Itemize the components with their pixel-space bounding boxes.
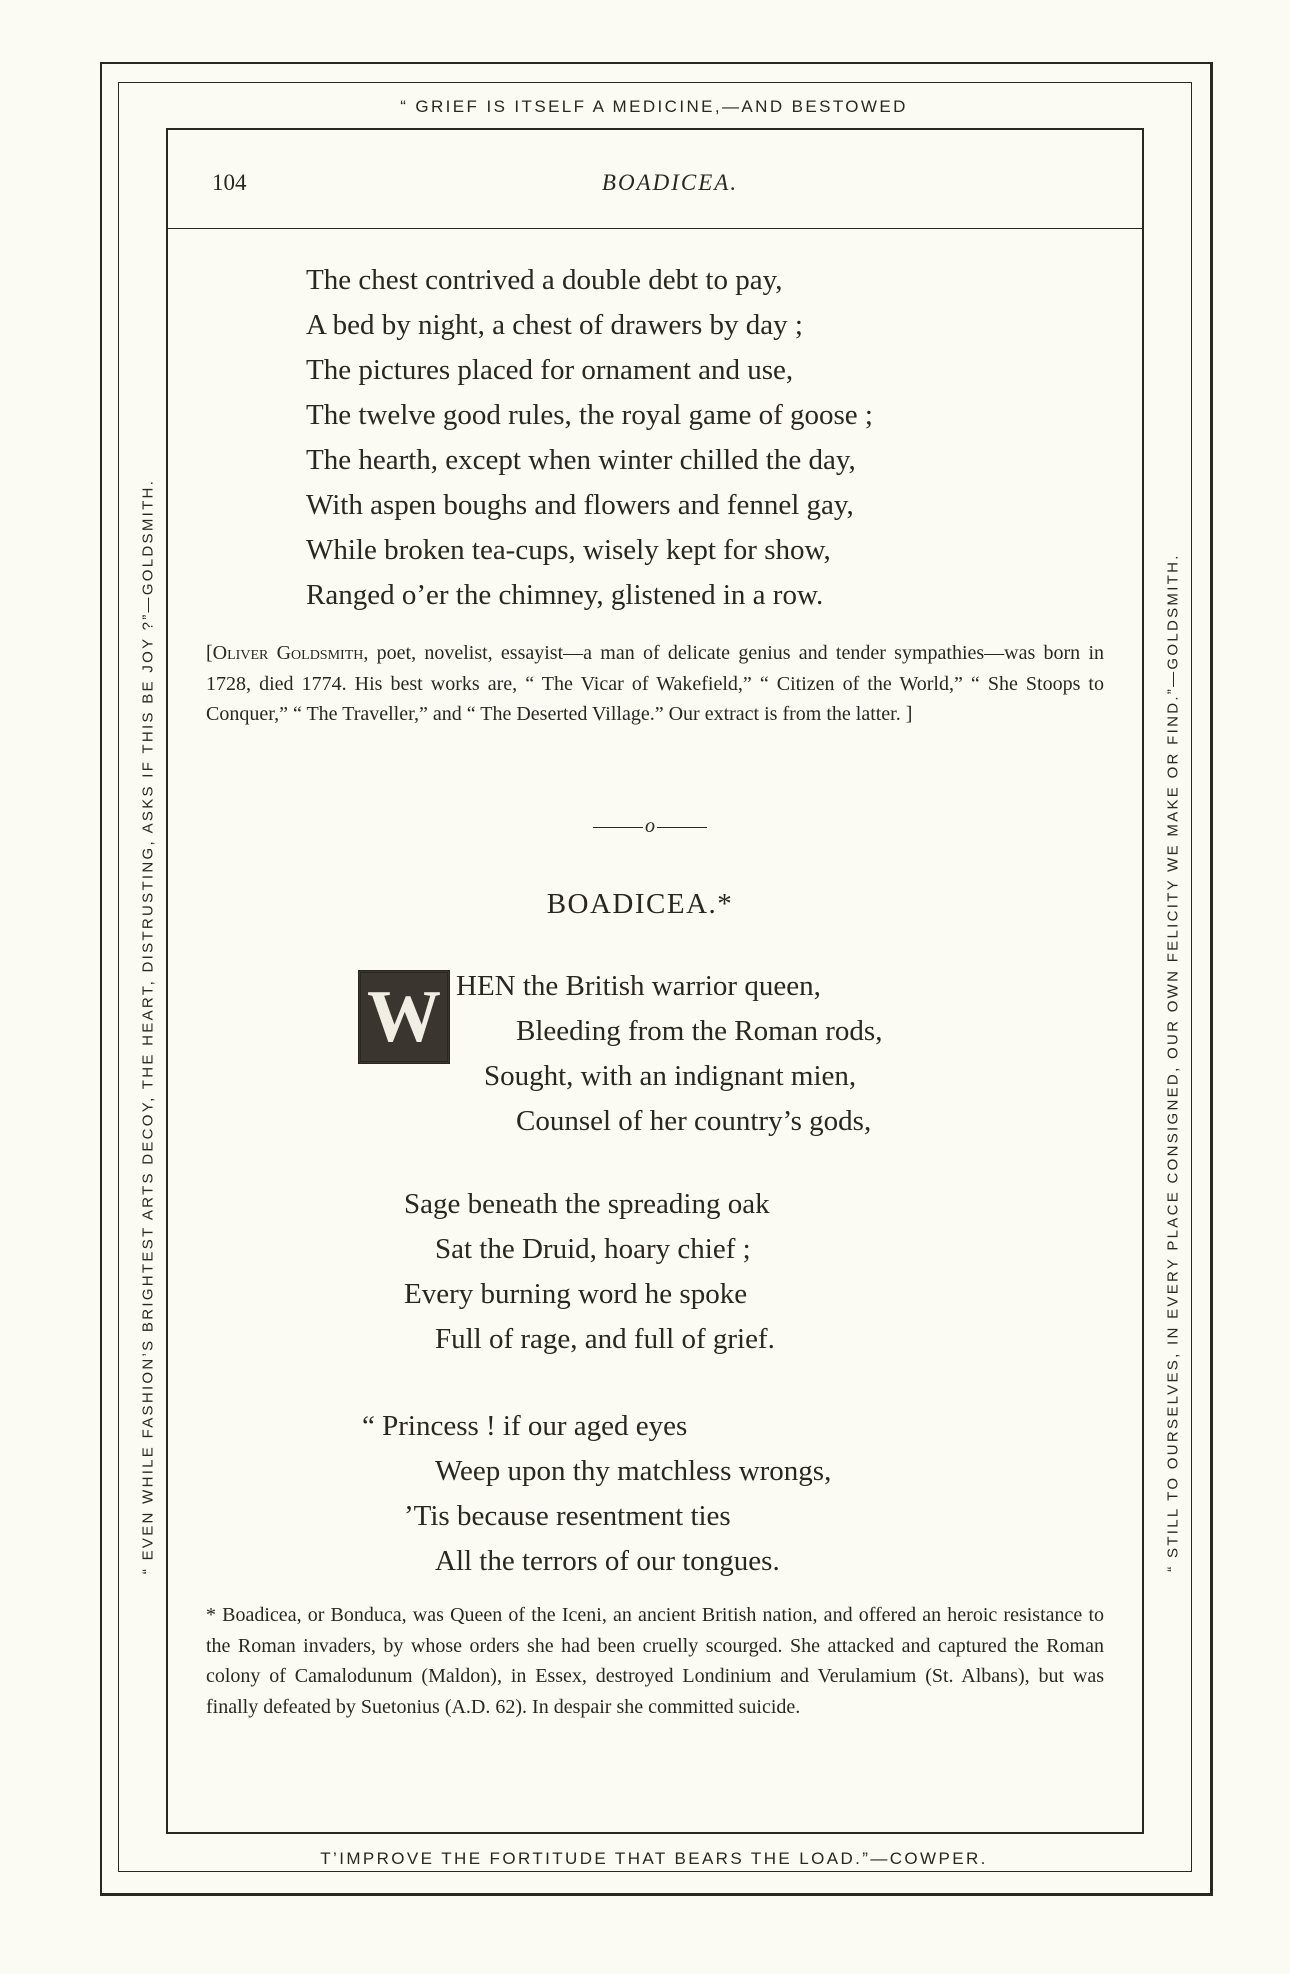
poem-line: The chest contrived a double debt to pay, <box>306 264 783 296</box>
divider-rule-right <box>657 827 707 828</box>
bottom-margin-quote: T’IMPROVE THE FORTITUDE THAT BEARS THE LOAD.”—COWPER. <box>320 1849 988 1868</box>
goldsmith-extract <box>306 258 873 618</box>
stanza-line: Sat the Druid, hoary chief ; <box>435 1233 751 1265</box>
stanza-line: HEN the British warrior queen, <box>456 970 821 1002</box>
stanza-line: Every burning word he spoke <box>404 1278 748 1310</box>
stanza-1 <box>456 964 882 1144</box>
bio-author-name: Oliver Goldsmith <box>212 642 364 664</box>
stanza-line: “ Princess ! if our aged eyes <box>362 1410 688 1442</box>
page-number: 104 <box>212 170 247 195</box>
bio-open-bracket: [ <box>206 642 213 664</box>
left-margin-quote: “ EVEN WHILE FASHION’S BRIGHTEST ARTS DECOY, THE HEART, DISTRUSTING, ASKS IF THIS BE JOY ?”—GOLDSMITH. <box>139 478 157 1575</box>
section-title: BOADICEA.* <box>546 888 734 920</box>
stanza-line: All the terrors of our tongues. <box>435 1545 780 1577</box>
top-margin-quote: “ GRIEF IS ITSELF A MEDICINE,—AND BESTOWED <box>400 97 908 116</box>
divider-mark: o <box>645 815 655 837</box>
poem-line: A bed by night, a chest of drawers by day ; <box>306 309 803 341</box>
section-divider <box>580 815 720 838</box>
poem-line: While broken tea-cups, wisely kept for show, <box>306 534 831 566</box>
running-title: BOADICEA. <box>601 170 739 195</box>
right-margin-quote: “ STILL TO OURSELVES, IN EVERY PLACE CONSIGNED, OUR OWN FELICITY WE MAKE OR FIND.”—GOLDSMITH. <box>1164 553 1182 1572</box>
header-rule <box>166 228 1142 229</box>
poem-line: The pictures placed for ornament and use, <box>306 354 794 386</box>
stanza-line: ’Tis because resentment ties <box>404 1500 731 1532</box>
poem-line: The twelve good rules, the royal game of goose ; <box>306 399 873 431</box>
stanza-line: Weep upon thy matchless wrongs, <box>435 1455 832 1487</box>
divider-rule-left <box>593 827 643 828</box>
poem-line: Ranged o’er the chimney, glistened in a row. <box>306 579 824 611</box>
stanza-line: Full of rage, and full of grief. <box>435 1323 775 1355</box>
stanza-line: Sage beneath the spreading oak <box>404 1188 770 1220</box>
footnote: * Boadicea, or Bonduca, was Queen of the Iceni, an ancient British nation, and offered an heroic resistance to the Roman invaders, by whose orders she had been cruelly scourged. She attacked and captured the Roman colony of Camalodunum (Maldon), in Essex, destroyed Londinium and Verulamium (St. Albans), but was finally defeated by Suetonius (A.D. 62). In despair she committed suicide. <box>206 1604 1104 1718</box>
poem-line: The hearth, except when winter chilled the day, <box>306 444 856 476</box>
stanza-line: Sought, with an indignant mien, <box>484 1060 857 1092</box>
drop-cap-letter: W <box>358 970 450 1064</box>
bio-text: , poet, novelist, essayist—a man of delicate genius and tender sympathies—was born in 1728, died 1774. His best works are, “ The Vicar of Wakefield,” “ Citizen of the World,” “ She Stoops to Conquer,” “ The Traveller,” and “ The Deserted Village.” Our extract is from the latter. ] <box>206 642 1104 725</box>
stanza-line: Counsel of her country’s gods, <box>516 1105 872 1137</box>
stanza-3 <box>362 1404 831 1584</box>
stanza-line: Bleeding from the Roman rods, <box>516 1015 883 1047</box>
author-bio-note <box>206 638 1104 730</box>
stanza-2 <box>404 1182 775 1362</box>
poem-line: With aspen boughs and flowers and fennel gay, <box>306 489 854 521</box>
